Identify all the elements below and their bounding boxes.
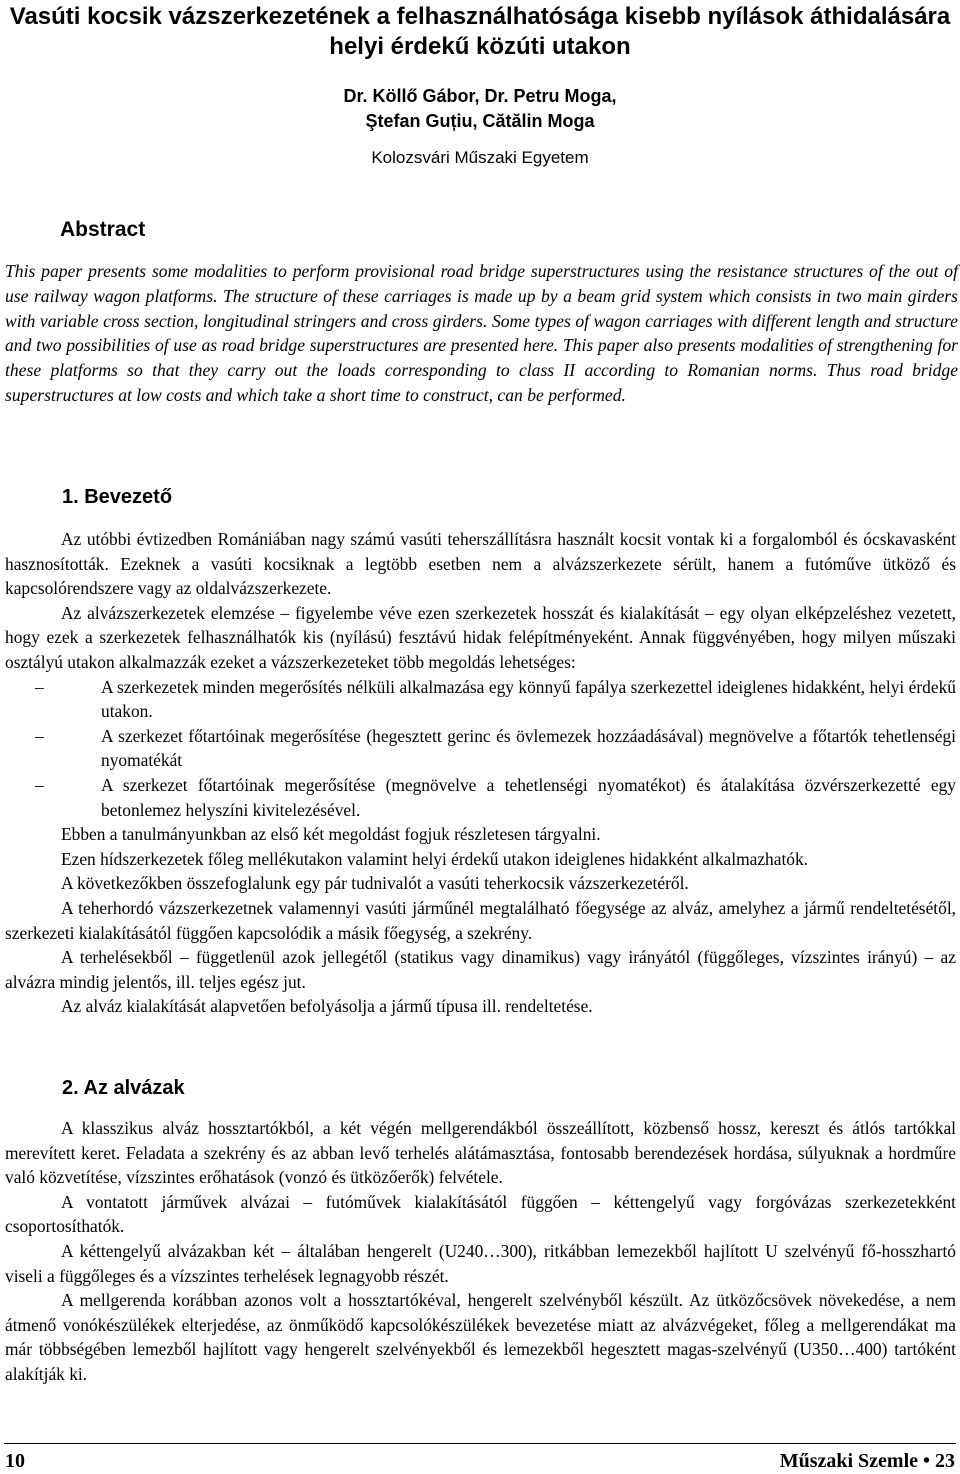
paragraph: Az alvázszerkezetek elemzése – figyelembe véve ezen szerkezetek hosszát és kialakítását – egy olyan elképzeléshez vezetett, hogy ezek a szerkezetek felhasználhatók kis (nyílású) fesztávú hidak felépítményeként. Annak függvényében, hogy milyen műszaki osztályú utakon alkalmazzák ezeket a vázszerkezeteket több megoldás lehetséges:: [5, 602, 956, 672]
paragraph: A kéttengelyű alvázakban két – általában hengerelt (U240…300), ritkábban lemezekből hajlított U szelvényű fő-hosszhartó viseli a függőleges és a vízszintes terhelések legnagyobb részét.: [5, 1240, 956, 1286]
paper-title: Vasúti kocsik vázszerkezetének a felhasználhatósága kisebb nyílások áthidalására helyi érdekű közúti utakon: [9, 3, 951, 60]
list-item: [5, 773, 956, 822]
abstract-heading: Abstract: [60, 218, 146, 241]
paragraph: A terhelésekből – függetlenül azok jellegétől (statikus vagy dinamikus) vagy irányától (függőleges, vízszintes irányú) – az alvázra mindig jelentős, ill. teljes egész jut.: [5, 947, 956, 992]
footer-divider: [4, 1443, 956, 1444]
paragraph: A mellgerenda korábban azonos volt a hossztartókéval, hengerelt szelvényből készült. Az ütközőcsövek növekedése, a nem átmenő vonókészülékek elterjedése, az önműködő kapcsolókészülékek bevezetése miatt az alvázvégeket, főleg a mellgerendákat ma már többségében lemezből hajlított vagy hengerelt szelvényekből és lemezekből hegesztett magas-szelvényű (U350…400) tartóként alakítják ki.: [5, 1290, 956, 1384]
paragraph: A vontatott járművek alvázai – futóművek kialakításától függően – kéttengelyű vagy forgóvázas szerkezetekként csoportosíthatók.: [5, 1191, 956, 1237]
list-item: [5, 675, 956, 724]
paragraph: Ebben a tanulmányunkban az első két megoldást fogjuk részletesen tárgyalni.: [61, 824, 601, 845]
dash-bullet: –: [35, 774, 44, 795]
section-2-body: [5, 1116, 956, 1387]
paragraph: Az alváz kialakítását alapvetően befolyásolja a jármű típusa ill. rendeltetése.: [61, 996, 593, 1017]
dash-bullet: –: [35, 725, 44, 746]
paragraph: A következőkben összefoglalunk egy pár tudnivalót a vasúti teherkocsik vázszerkezetéről.: [61, 873, 689, 894]
authors-line-1: Dr. Köllő Gábor, Dr. Petru Moga,: [343, 86, 617, 106]
list-item-text: A szerkezet főtartóinak megerősítése (megnövelve a tehetlenségi nyomatékot) és átalakítása özvérszerkezetté egy betonlemez helyszíni kivitelezésével.: [101, 774, 956, 820]
section-1-heading: 1. Bevezető: [62, 486, 173, 508]
list-item-text: A szerkezetek minden megerősítés nélküli alkalmazása egy könnyű fapálya szerkezettel ideiglenes hidakként, helyi érdekű utakon.: [101, 676, 956, 722]
abstract-text: This paper presents some modalities to perform provisional road bridge superstructures using the resistance structures of the out of use railway wagon platforms. The structure of these carriages is made up by a beam grid system which consists in two main girders with variable cross section, longitudinal stringers and cross girders. Some types of wagon carriages with different length and structure and two possibilities of use as road bridge superstructures are presented here. This paper also presents modalities of strengthening for these platforms so that they carry out the loads corresponding to class II according to Romanian norms. Thus road bridge superstructures at low costs and which take a short time to construct, can be performed.: [5, 261, 958, 405]
paragraph: A klasszikus alváz hossztartókból, a két végén mellgerendákból összeállított, közbenső hossz, kereszt és átlós tartókkal merevített keret. Feladata a szekrény és az abban levő terhelés alátámasztása, fontosabb berendezések hordása, súlyuknak a hordműre való közvetítése, vízszintes erőhatások (vonzó és ütközőerők) felvétele.: [5, 1118, 956, 1188]
page-number: 10: [5, 1450, 25, 1472]
author-list: [0, 84, 960, 134]
section-1-body: [5, 527, 956, 1019]
paragraph: Az utóbbi évtizedben Romániában nagy számú vasúti teherszállításra használt kocsit vontak ki a forgalomból és ócskavasként hasznosították. Ezeknek a vasúti kocsiknak a legtöbb esetben nem a alvázszerkezete sérült, hanem a futóműve ütköző és kapcsolórendszere vagy az oldalvázszerkezete.: [5, 529, 956, 599]
list-item-text: A szerkezet főtartóinak megerősítése (hegesztett gerinc és övlemezek hozzáadásával) megnövelve a főtartók tehetlenségi nyomatékát: [101, 725, 956, 771]
paragraph: Ezen hídszerkezetek főleg mellékutakon valamint helyi érdekű utakon ideiglenes hidakként alkalmazhatók.: [61, 848, 809, 869]
authors-line-2: Ştefan Guțiu, Cătălin Moga: [365, 111, 595, 131]
section-2-heading: 2. Az alvázak: [62, 1077, 185, 1099]
solution-list: [5, 675, 956, 823]
affiliation: Kolozsvári Műszaki Egyetem: [371, 148, 589, 167]
journal-name: Műszaki Szemle • 23: [779, 1450, 955, 1472]
paragraph: A teherhordó vázszerkezetnek valamennyi vasúti járműnél megtalálható főegysége az alváz, amelyhez a jármű rendeltetésétől, szerkezeti kialakításától függően kapcsolódik a másik főegység, a szekrény.: [5, 897, 956, 943]
list-item: [5, 724, 956, 773]
dash-bullet: –: [35, 676, 44, 697]
